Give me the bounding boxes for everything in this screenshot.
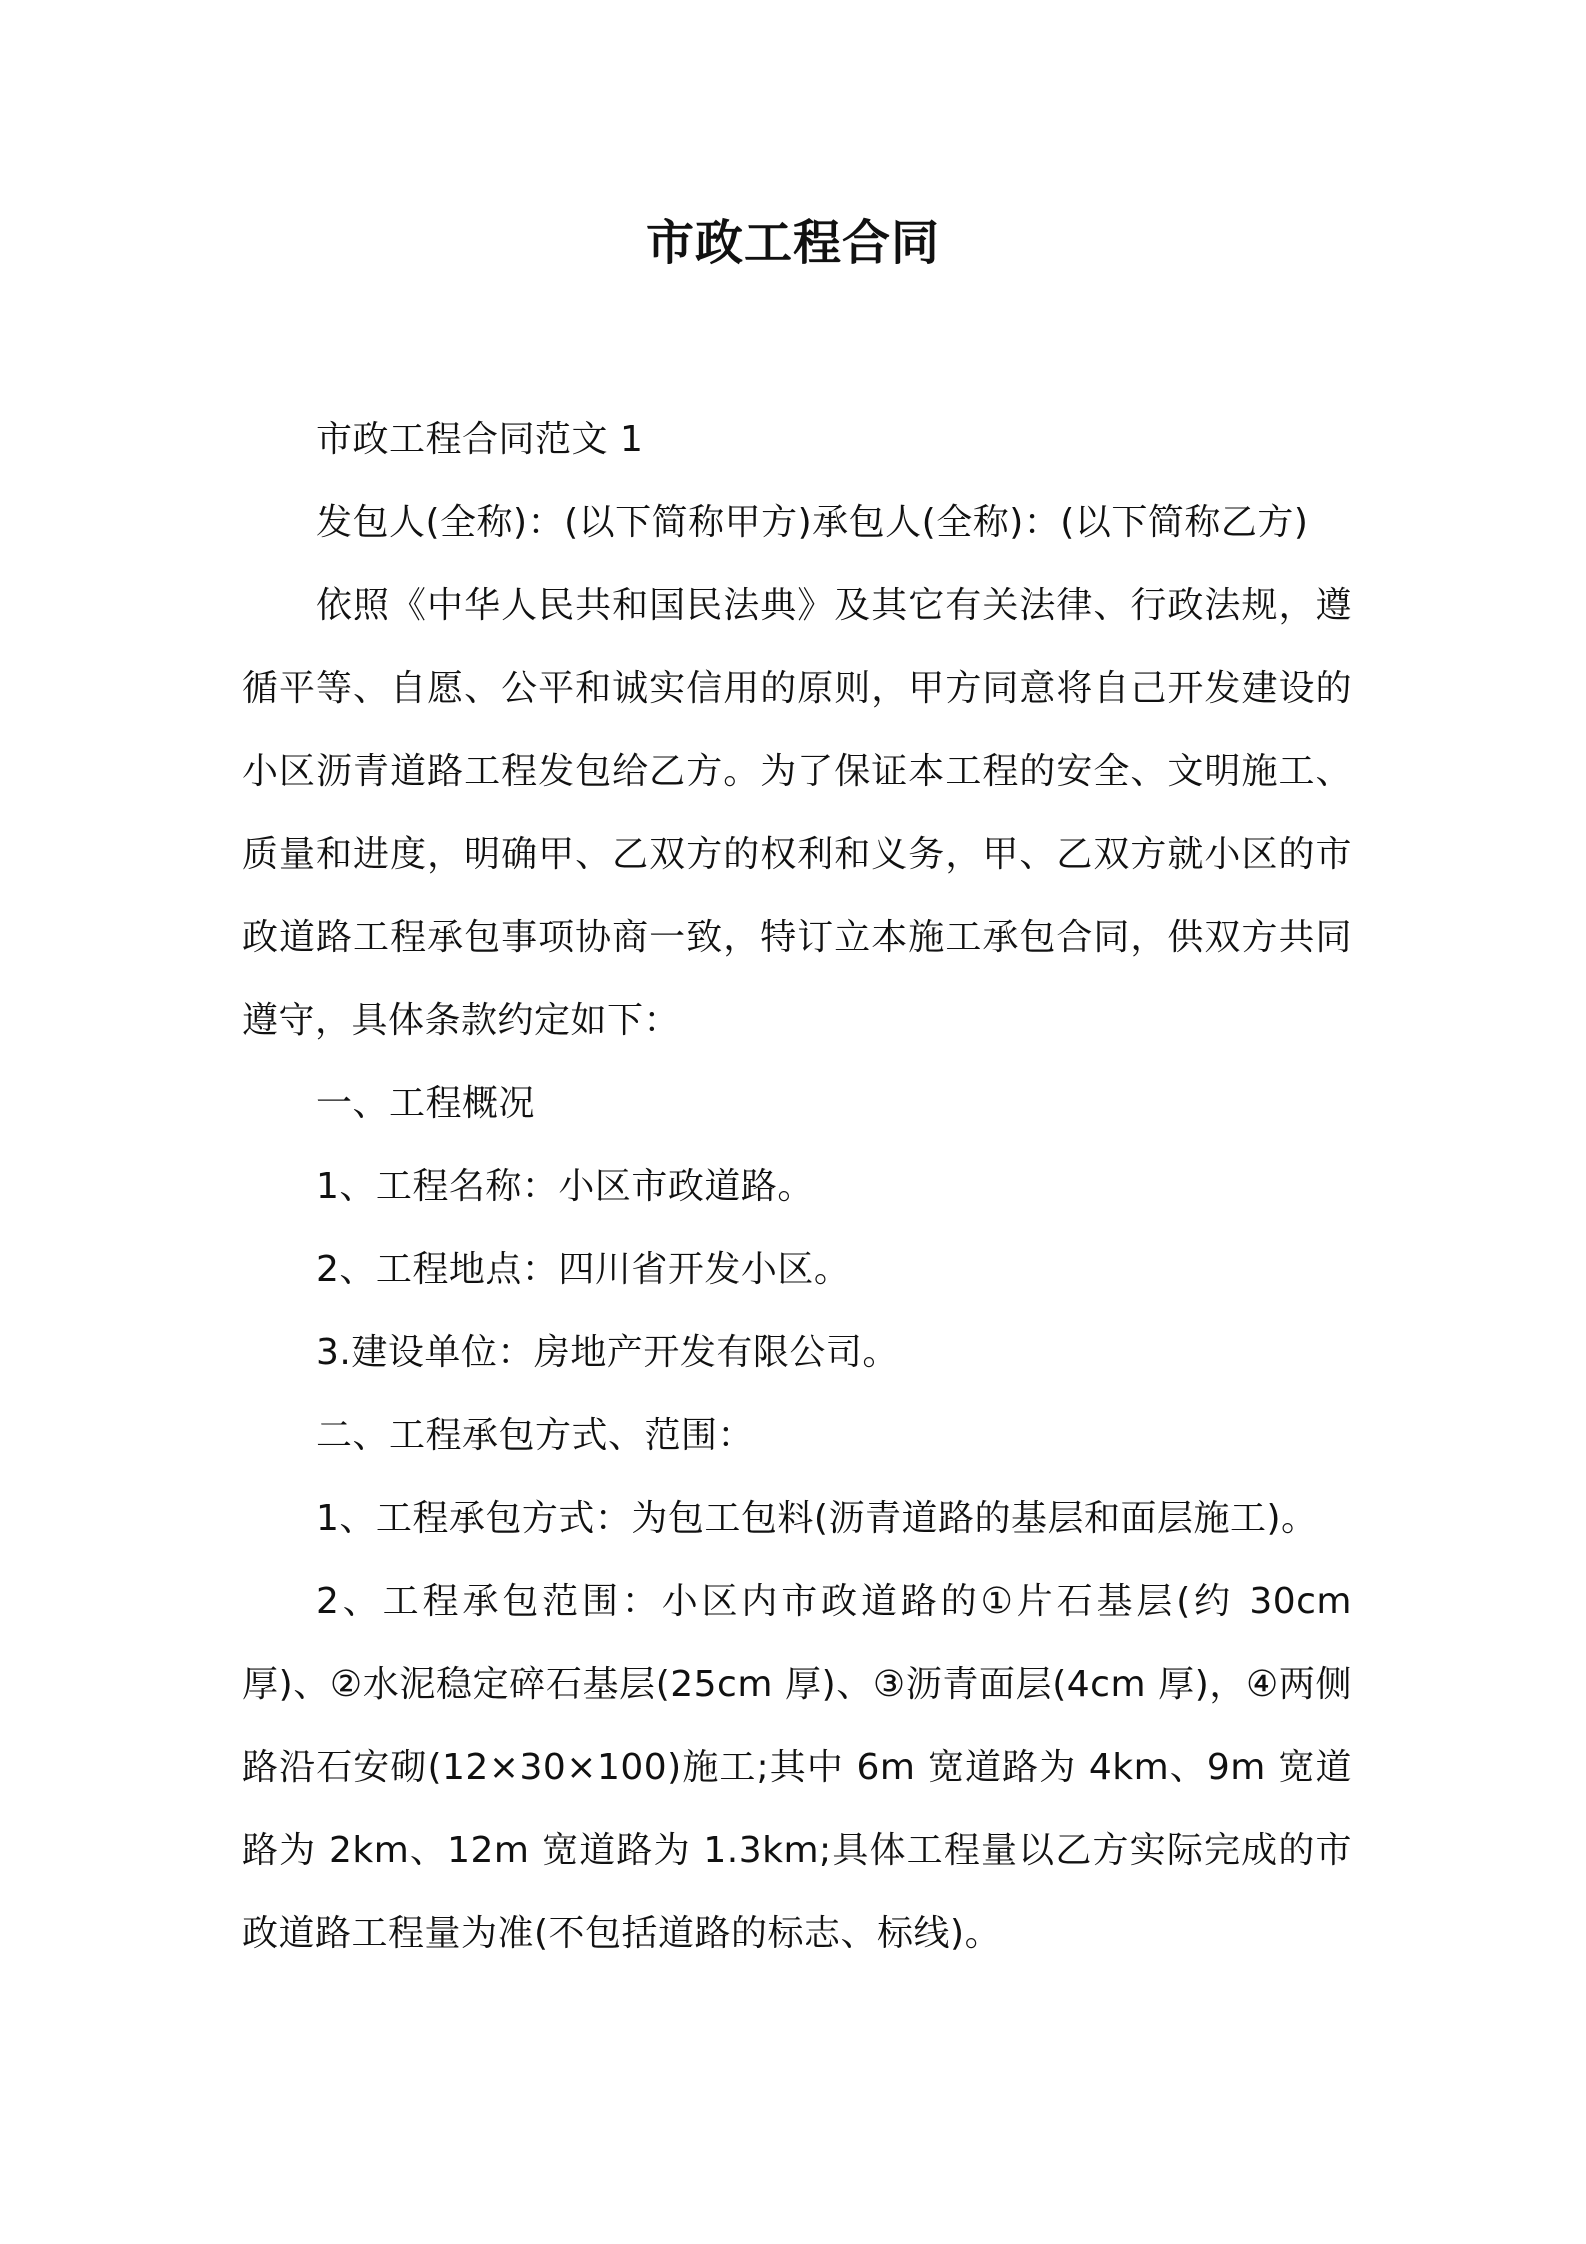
subtitle-paragraph: 市政工程合同范文 1 <box>316 419 644 460</box>
section-heading-overview: 一、工程概况 <box>316 1083 536 1124</box>
document-title: 市政工程合同 <box>645 215 940 271</box>
clause-construction-unit: 3.建设单位：房地产开发有限公司。 <box>316 1332 899 1373</box>
clause-project-location: 2、工程地点：四川省开发小区。 <box>316 1249 851 1290</box>
clause-project-name: 1、工程名称：小区市政道路。 <box>316 1166 814 1207</box>
preamble-paragraph: 依照《中华人民共和国民法典》及其它有关法律、行政法规，遵循平等、自愿、公平和诚实信用的原则，甲方同意将自己开发建设的小区沥青道路工程发包给乙方。为了保证本工程的安全、文明施工、质量和进度，明确甲、乙双方的权利和义务，甲、乙双方就小区的市政道路工程承包事项协商一致，特订立本施工承包合同，供双方共同遵守，具体条款约定如下： <box>242 585 1352 1041</box>
parties-paragraph: 发包人(全称)：(以下简称甲方)承包人(全称)：(以下简称乙方) <box>316 502 1309 543</box>
document-body <box>242 398 1352 1975</box>
section-heading-contract-method: 二、工程承包方式、范围： <box>316 1415 755 1456</box>
clause-contract-scope: 2、工程承包范围：小区内市政道路的①片石基层(约 30cm 厚)、②水泥稳定碎石基层(25cm 厚)、③沥青面层(4cm 厚)，④两侧路沿石安砌(12×30×100)施工;其中 6m 宽道路为 4km、9m 宽道路为 2km、12m 宽道路为 1.3km;具体工程量以乙方实际完成的市政道路工程量为准(不包括道路的标志、标线)。 <box>242 1581 1352 1954</box>
clause-contract-method: 1、工程承包方式：为包工包料(沥青道路的基层和面层施工)。 <box>316 1498 1318 1539</box>
